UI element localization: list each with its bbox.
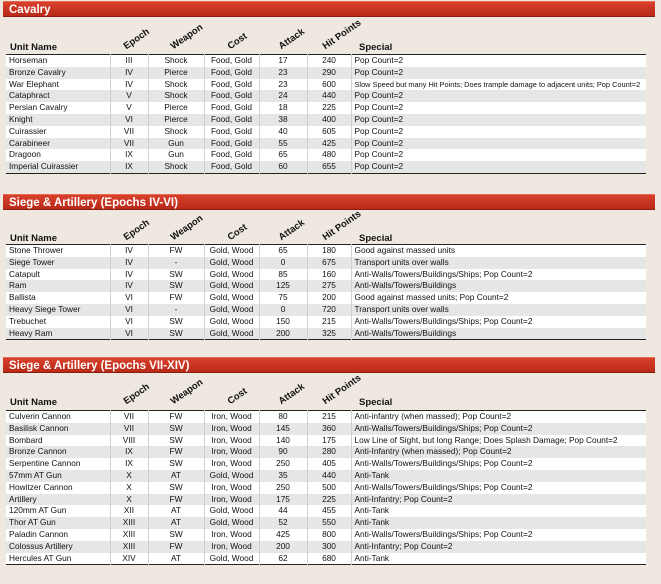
cell-special: Anti-Walls/Towers/Buildings/Ships; Pop Count=2 (351, 269, 646, 281)
cell-hit-points: 300 (307, 541, 351, 553)
cell-weapon: Gun (148, 149, 204, 161)
cell-special: Anti-Walls/Towers/Buildings (351, 280, 646, 292)
cell-hit-points: 405 (307, 458, 351, 470)
cell-cost: Gold, Wood (204, 269, 259, 281)
cell-epoch: VII (110, 423, 148, 435)
cell-attack: 80 (259, 411, 307, 423)
cell-special: Transport units over walls (351, 257, 646, 269)
cell-attack: 40 (259, 126, 307, 138)
cell-hit-points: 200 (307, 292, 351, 304)
cell-weapon: FW (148, 411, 204, 423)
cell-epoch: VI (110, 316, 148, 328)
cell-attack: 250 (259, 458, 307, 470)
cell-attack: 425 (259, 529, 307, 541)
cell-weapon: Shock (148, 79, 204, 91)
header-weapon: Weapon (168, 376, 206, 407)
table-row (6, 269, 646, 281)
cell-cost: Iron, Wood (204, 529, 259, 541)
cell-attack: 140 (259, 435, 307, 447)
cell-hit-points: 215 (307, 316, 351, 328)
cavalry-table (6, 54, 646, 174)
cell-unit-name: Cataphract (6, 90, 110, 102)
cell-cost: Iron, Wood (204, 482, 259, 494)
cell-weapon: Gun (148, 138, 204, 150)
cell-hit-points: 720 (307, 304, 351, 316)
cell-epoch: XIII (110, 517, 148, 529)
header-epoch: Epoch (121, 26, 152, 52)
cell-hit-points: 480 (307, 149, 351, 161)
header-cost: Cost (225, 221, 250, 243)
cell-cost: Gold, Wood (204, 517, 259, 529)
cell-hit-points: 455 (307, 505, 351, 517)
cell-special: Pop Count=2 (351, 126, 646, 138)
table-row (6, 90, 646, 102)
header-cost: Cost (225, 30, 250, 52)
cell-epoch: VI (110, 292, 148, 304)
cell-attack: 75 (259, 292, 307, 304)
cell-hit-points: 360 (307, 423, 351, 435)
cell-hit-points: 440 (307, 470, 351, 482)
table-row (6, 138, 646, 150)
cell-weapon: SW (148, 316, 204, 328)
cell-epoch: IX (110, 458, 148, 470)
cell-hit-points: 550 (307, 517, 351, 529)
cell-cost: Iron, Wood (204, 435, 259, 447)
cell-weapon: Shock (148, 161, 204, 173)
column-header-row (0, 15, 661, 53)
cell-unit-name: Horseman (6, 55, 110, 67)
cell-attack: 38 (259, 114, 307, 126)
cell-weapon: FW (148, 541, 204, 553)
cell-weapon: SW (148, 328, 204, 340)
table-row (6, 529, 646, 541)
cell-epoch: VIII (110, 435, 148, 447)
cell-hit-points: 225 (307, 102, 351, 114)
cell-special: Good against massed units; Pop Count=2 (351, 292, 646, 304)
table-row (6, 328, 646, 340)
table-row (6, 67, 646, 79)
cell-weapon: FW (148, 245, 204, 257)
cell-unit-name: Knight (6, 114, 110, 126)
cell-attack: 35 (259, 470, 307, 482)
cell-unit-name: Persian Cavalry (6, 102, 110, 114)
header-hit-points: Hit Points (320, 372, 364, 407)
cell-cost: Iron, Wood (204, 411, 259, 423)
table-row (6, 494, 646, 506)
cell-special: Anti-Infantry; Pop Count=2 (351, 494, 646, 506)
cell-cost: Food, Gold (204, 138, 259, 150)
cell-special: Anti-Tank (351, 553, 646, 565)
cell-hit-points: 655 (307, 161, 351, 173)
cell-hit-points: 175 (307, 435, 351, 447)
cell-hit-points: 325 (307, 328, 351, 340)
section-title: Siege & Artillery (Epochs IV-VI) (3, 194, 655, 210)
table-row (6, 257, 646, 269)
cell-unit-name: Serpentine Cannon (6, 458, 110, 470)
cell-hit-points: 400 (307, 114, 351, 126)
cell-cost: Food, Gold (204, 67, 259, 79)
cell-epoch: IV (110, 257, 148, 269)
table-row (6, 541, 646, 553)
section-title: Siege & Artillery (Epochs VII-XIV) (3, 357, 655, 373)
table-row (6, 102, 646, 114)
cell-attack: 65 (259, 149, 307, 161)
cell-special: Anti-Tank (351, 517, 646, 529)
cell-attack: 200 (259, 328, 307, 340)
table-row (6, 316, 646, 328)
header-epoch: Epoch (121, 381, 152, 407)
cell-attack: 17 (259, 55, 307, 67)
cell-weapon: - (148, 257, 204, 269)
cell-weapon: AT (148, 553, 204, 565)
header-unit-name: Unit Name (10, 42, 57, 53)
cell-unit-name: Heavy Ram (6, 328, 110, 340)
cell-weapon: Pierce (148, 67, 204, 79)
cell-hit-points: 280 (307, 446, 351, 458)
cell-unit-name: 57mm AT Gun (6, 470, 110, 482)
cell-epoch: IX (110, 446, 148, 458)
cell-epoch: X (110, 470, 148, 482)
siege-late-table (6, 410, 646, 565)
cell-hit-points: 800 (307, 529, 351, 541)
cell-unit-name: Ram (6, 280, 110, 292)
cell-cost: Gold, Wood (204, 505, 259, 517)
cell-weapon: SW (148, 269, 204, 281)
cell-attack: 18 (259, 102, 307, 114)
cell-special: Pop Count=2 (351, 114, 646, 126)
cell-attack: 52 (259, 517, 307, 529)
cell-epoch: IX (110, 149, 148, 161)
cell-cost: Gold, Wood (204, 245, 259, 257)
cell-unit-name: War Elephant (6, 79, 110, 91)
cell-weapon: - (148, 304, 204, 316)
header-special: Special (359, 233, 393, 244)
cell-epoch: IV (110, 67, 148, 79)
cell-special: Low Line of Sight, but long Range; Does Splash Damage; Pop Count=2 (351, 435, 646, 447)
cell-cost: Gold, Wood (204, 470, 259, 482)
table-row (6, 280, 646, 292)
cell-attack: 125 (259, 280, 307, 292)
column-header-row (0, 370, 661, 408)
cell-cost: Iron, Wood (204, 458, 259, 470)
cell-hit-points: 290 (307, 67, 351, 79)
cell-epoch: VII (110, 138, 148, 150)
table-row (6, 458, 646, 470)
cell-weapon: AT (148, 470, 204, 482)
cell-attack: 23 (259, 79, 307, 91)
cell-cost: Gold, Wood (204, 304, 259, 316)
cell-special: Anti-Walls/Towers/Buildings (351, 328, 646, 340)
cell-unit-name: Basilisk Cannon (6, 423, 110, 435)
cell-attack: 44 (259, 505, 307, 517)
cell-attack: 65 (259, 245, 307, 257)
table-row (6, 553, 646, 565)
cell-weapon: FW (148, 446, 204, 458)
table-row (6, 126, 646, 138)
cell-hit-points: 425 (307, 138, 351, 150)
table-row (6, 423, 646, 435)
cell-unit-name: Imperial Cuirassier (6, 161, 110, 173)
cell-special: Anti-Walls/Towers/Buildings/Ships; Pop Count=2 (351, 458, 646, 470)
cell-epoch: XIII (110, 541, 148, 553)
cell-unit-name: Catapult (6, 269, 110, 281)
table-row (6, 482, 646, 494)
cell-cost: Iron, Wood (204, 423, 259, 435)
cell-hit-points: 240 (307, 55, 351, 67)
cell-special: Good against massed units (351, 245, 646, 257)
cell-special: Pop Count=2 (351, 149, 646, 161)
cell-special: Anti-Walls/Towers/Buildings/Ships; Pop Count=2 (351, 529, 646, 541)
cell-unit-name: Trebuchet (6, 316, 110, 328)
cell-cost: Iron, Wood (204, 494, 259, 506)
cell-unit-name: Artillery (6, 494, 110, 506)
cell-epoch: XIV (110, 553, 148, 565)
cell-cost: Food, Gold (204, 79, 259, 91)
table-row (6, 435, 646, 447)
cell-hit-points: 160 (307, 269, 351, 281)
cell-unit-name: Thor AT Gun (6, 517, 110, 529)
cell-weapon: Shock (148, 126, 204, 138)
header-attack: Attack (276, 381, 307, 407)
cell-weapon: SW (148, 280, 204, 292)
cell-hit-points: 275 (307, 280, 351, 292)
cell-epoch: VII (110, 411, 148, 423)
column-header-row (0, 206, 661, 244)
cell-attack: 23 (259, 67, 307, 79)
cell-attack: 150 (259, 316, 307, 328)
table-row (6, 114, 646, 126)
cell-special: Anti-infantry (when massed); Pop Count=2 (351, 411, 646, 423)
cell-weapon: SW (148, 529, 204, 541)
cell-weapon: SW (148, 482, 204, 494)
cell-hit-points: 500 (307, 482, 351, 494)
cell-attack: 250 (259, 482, 307, 494)
cell-cost: Gold, Wood (204, 292, 259, 304)
cell-weapon: AT (148, 505, 204, 517)
cell-epoch: XII (110, 505, 148, 517)
table-row (6, 161, 646, 173)
header-epoch: Epoch (121, 217, 152, 243)
cell-attack: 0 (259, 304, 307, 316)
header-unit-name: Unit Name (10, 233, 57, 244)
header-special: Special (359, 397, 393, 408)
cell-attack: 0 (259, 257, 307, 269)
siege-early-table (6, 244, 646, 340)
cell-weapon: Pierce (148, 102, 204, 114)
cell-hit-points: 215 (307, 411, 351, 423)
cell-cost: Food, Gold (204, 114, 259, 126)
header-hit-points: Hit Points (320, 17, 364, 52)
cell-cost: Food, Gold (204, 161, 259, 173)
cell-weapon: FW (148, 494, 204, 506)
header-hit-points: Hit Points (320, 208, 364, 243)
cell-special: Anti-Tank (351, 470, 646, 482)
cell-hit-points: 675 (307, 257, 351, 269)
cell-special: Anti-Walls/Towers/Buildings/Ships; Pop Count=2 (351, 423, 646, 435)
cell-special: Transport units over walls (351, 304, 646, 316)
cell-hit-points: 180 (307, 245, 351, 257)
cell-epoch: VI (110, 304, 148, 316)
cell-weapon: SW (148, 423, 204, 435)
header-weapon: Weapon (168, 212, 206, 243)
cell-unit-name: Howitzer Cannon (6, 482, 110, 494)
header-attack: Attack (276, 26, 307, 52)
cell-epoch: V (110, 90, 148, 102)
cell-hit-points: 225 (307, 494, 351, 506)
cell-cost: Food, Gold (204, 90, 259, 102)
cell-weapon: AT (148, 517, 204, 529)
table-row (6, 292, 646, 304)
cell-weapon: SW (148, 435, 204, 447)
cell-weapon: Shock (148, 55, 204, 67)
cell-special: Pop Count=2 (351, 102, 646, 114)
header-unit-name: Unit Name (10, 397, 57, 408)
cell-attack: 90 (259, 446, 307, 458)
cell-unit-name: Paladin Cannon (6, 529, 110, 541)
cell-epoch: VII (110, 126, 148, 138)
cell-unit-name: Cuirassier (6, 126, 110, 138)
cell-unit-name: 120mm AT Gun (6, 505, 110, 517)
cell-unit-name: Dragoon (6, 149, 110, 161)
cell-weapon: FW (148, 292, 204, 304)
cell-epoch: IX (110, 161, 148, 173)
table-row (6, 470, 646, 482)
cell-epoch: IV (110, 269, 148, 281)
cell-special: Anti-Infantry (when massed); Pop Count=2 (351, 446, 646, 458)
cell-cost: Iron, Wood (204, 541, 259, 553)
cell-epoch: VI (110, 114, 148, 126)
cell-epoch: XIII (110, 529, 148, 541)
cell-attack: 175 (259, 494, 307, 506)
cell-cost: Gold, Wood (204, 553, 259, 565)
cell-hit-points: 680 (307, 553, 351, 565)
cell-special: Pop Count=2 (351, 55, 646, 67)
cell-cost: Gold, Wood (204, 280, 259, 292)
cell-attack: 24 (259, 90, 307, 102)
cell-cost: Gold, Wood (204, 328, 259, 340)
cell-unit-name: Hercules AT Gun (6, 553, 110, 565)
cell-weapon: Shock (148, 90, 204, 102)
cell-attack: 85 (259, 269, 307, 281)
cell-special: Pop Count=2 (351, 90, 646, 102)
cell-cost: Iron, Wood (204, 446, 259, 458)
header-special: Special (359, 42, 393, 53)
cell-epoch: X (110, 494, 148, 506)
cell-weapon: Pierce (148, 114, 204, 126)
cell-hit-points: 605 (307, 126, 351, 138)
section-title: Cavalry (3, 1, 655, 17)
cell-epoch: X (110, 482, 148, 494)
cell-epoch: IV (110, 79, 148, 91)
cell-cost: Food, Gold (204, 149, 259, 161)
table-row (6, 517, 646, 529)
cell-weapon: SW (148, 458, 204, 470)
cell-hit-points: 440 (307, 90, 351, 102)
header-weapon: Weapon (168, 21, 206, 52)
cell-unit-name: Culverin Cannon (6, 411, 110, 423)
cell-epoch: IV (110, 245, 148, 257)
table-row (6, 411, 646, 423)
table-row (6, 149, 646, 161)
cell-cost: Gold, Wood (204, 257, 259, 269)
cell-unit-name: Bronze Cavalry (6, 67, 110, 79)
cell-special: Pop Count=2 (351, 138, 646, 150)
cell-attack: 55 (259, 138, 307, 150)
table-row (6, 245, 646, 257)
cell-unit-name: Colossus Artillery (6, 541, 110, 553)
cell-hit-points: 600 (307, 79, 351, 91)
cell-unit-name: Bombard (6, 435, 110, 447)
cell-special: Slow Speed but many Hit Points; Does trample damage to adjacent units; Pop Count=2 (351, 79, 646, 91)
cell-special: Anti-Infantry; Pop Count=2 (351, 541, 646, 553)
cell-epoch: III (110, 55, 148, 67)
cell-unit-name: Bronze Cannon (6, 446, 110, 458)
header-cost: Cost (225, 385, 250, 407)
cell-special: Anti-Tank (351, 505, 646, 517)
cell-unit-name: Carabineer (6, 138, 110, 150)
cell-cost: Food, Gold (204, 126, 259, 138)
table-row (6, 55, 646, 67)
cell-epoch: VI (110, 328, 148, 340)
cell-unit-name: Heavy Siege Tower (6, 304, 110, 316)
cell-special: Pop Count=2 (351, 161, 646, 173)
cell-unit-name: Siege Tower (6, 257, 110, 269)
table-row (6, 304, 646, 316)
header-attack: Attack (276, 217, 307, 243)
cell-cost: Gold, Wood (204, 316, 259, 328)
cell-attack: 60 (259, 161, 307, 173)
cell-epoch: IV (110, 280, 148, 292)
table-row (6, 446, 646, 458)
cell-attack: 62 (259, 553, 307, 565)
cell-special: Pop Count=2 (351, 67, 646, 79)
table-row (6, 505, 646, 517)
cell-unit-name: Ballista (6, 292, 110, 304)
cell-epoch: V (110, 102, 148, 114)
table-row (6, 79, 646, 91)
cell-special: Anti-Walls/Towers/Buildings/Ships; Pop Count=2 (351, 316, 646, 328)
cell-attack: 200 (259, 541, 307, 553)
cell-attack: 145 (259, 423, 307, 435)
cell-cost: Food, Gold (204, 55, 259, 67)
cell-special: Anti-Walls/Towers/Buildings/Ships; Pop Count=2 (351, 482, 646, 494)
cell-unit-name: Stone Thrower (6, 245, 110, 257)
cell-cost: Food, Gold (204, 102, 259, 114)
